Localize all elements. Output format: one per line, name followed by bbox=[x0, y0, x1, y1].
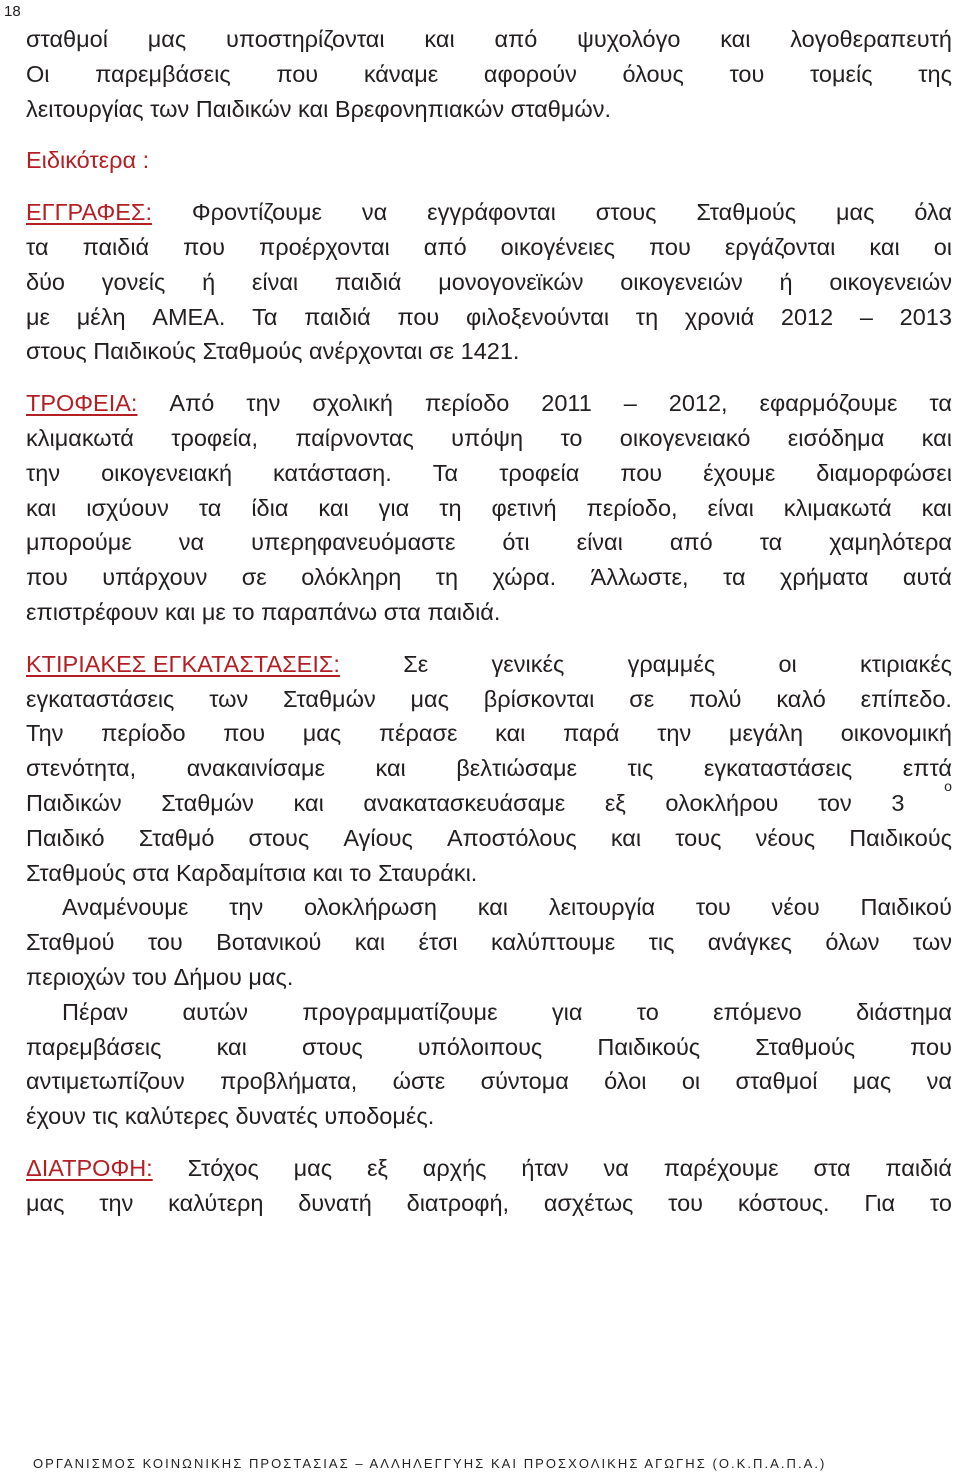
text-line bbox=[26, 1186, 952, 1221]
word: και bbox=[610, 824, 642, 851]
word: σε bbox=[241, 564, 267, 591]
word: στα bbox=[132, 859, 170, 886]
word: κλιμακωτά bbox=[26, 424, 134, 451]
word: νέους bbox=[755, 824, 816, 851]
text-line bbox=[26, 925, 952, 960]
word: σχολική bbox=[312, 390, 393, 417]
word: την bbox=[229, 894, 264, 921]
section-heading: ΤΡΟΦΕΙΑ: bbox=[26, 390, 138, 417]
text-line bbox=[26, 856, 952, 891]
section-heading: ΔΙΑΤΡΟΦΗ: bbox=[26, 1154, 153, 1181]
word: 2012, bbox=[668, 390, 728, 417]
text-line bbox=[26, 751, 952, 786]
word: Καρδαμίτσια bbox=[176, 859, 307, 886]
word: καλύπτουμε bbox=[490, 929, 616, 956]
word: φετινή bbox=[491, 494, 557, 521]
word: του bbox=[729, 60, 765, 87]
word: περίοδο, bbox=[586, 494, 678, 521]
word: Αποστόλους bbox=[446, 824, 577, 851]
word: εγγράφονται bbox=[427, 199, 556, 226]
word: εργάζονται bbox=[724, 233, 836, 260]
word: ψυχολόγο bbox=[577, 26, 681, 52]
word: διαμορφώσει bbox=[816, 459, 952, 486]
word: εφαρμόζουμε bbox=[759, 390, 898, 417]
word: σε bbox=[429, 338, 455, 365]
word: στενότητα, bbox=[26, 755, 137, 782]
word: την bbox=[99, 1189, 134, 1216]
word: και bbox=[312, 859, 343, 886]
word: τον bbox=[817, 789, 852, 816]
word: Παιδικό bbox=[26, 824, 105, 851]
word: για bbox=[378, 494, 410, 521]
word: εισόδημα bbox=[787, 424, 885, 451]
word: ή bbox=[202, 268, 216, 295]
word: ότι bbox=[502, 529, 530, 556]
word: υπάρχουν bbox=[102, 564, 208, 591]
word: επιστρέφουν bbox=[26, 598, 159, 625]
text-line bbox=[26, 890, 952, 925]
word: όλα bbox=[914, 199, 952, 226]
text-line bbox=[26, 682, 952, 717]
text-line bbox=[26, 230, 952, 265]
word: που bbox=[397, 303, 440, 330]
word: τις bbox=[648, 929, 675, 956]
word: ασχέτως bbox=[543, 1189, 634, 1216]
word: Πέραν bbox=[62, 998, 129, 1025]
word: τα bbox=[26, 233, 49, 260]
word: Στόχος bbox=[187, 1154, 259, 1181]
word: ισχύουν bbox=[86, 494, 169, 521]
word: παιδιά bbox=[334, 268, 402, 295]
word: στα bbox=[383, 598, 421, 625]
word: τη bbox=[635, 303, 659, 330]
word: και bbox=[293, 789, 324, 816]
word: Βοτανικού bbox=[216, 929, 322, 956]
text-line bbox=[26, 143, 952, 178]
word: προέρχονται bbox=[258, 233, 390, 260]
word: προβλήματα, bbox=[220, 1068, 358, 1095]
word: Παιδικών bbox=[26, 789, 122, 816]
superscript: ο bbox=[944, 777, 952, 794]
word: όλους bbox=[622, 60, 684, 87]
word: και bbox=[354, 929, 386, 956]
word: ανακαινίσαμε bbox=[186, 755, 325, 782]
word: μας bbox=[147, 26, 187, 52]
word: το bbox=[929, 1189, 952, 1216]
word: από bbox=[423, 233, 467, 260]
word: του bbox=[668, 1189, 704, 1216]
text-line bbox=[26, 960, 952, 995]
text-line bbox=[26, 1064, 952, 1099]
word: και bbox=[375, 755, 406, 782]
word: και bbox=[424, 26, 455, 52]
word: Σταθμούς bbox=[696, 199, 797, 226]
word: Σταθμών bbox=[161, 789, 254, 816]
word: του bbox=[132, 963, 167, 990]
word: με bbox=[201, 598, 226, 625]
word: στα bbox=[813, 1154, 851, 1181]
text-line bbox=[26, 57, 952, 92]
word: το bbox=[636, 998, 659, 1025]
word: τροφεία bbox=[499, 459, 580, 486]
text-line bbox=[26, 300, 952, 335]
word: που bbox=[183, 233, 225, 260]
word: ανακατασκευάσαμε bbox=[363, 789, 566, 816]
word: εγκαταστάσεις bbox=[703, 755, 853, 782]
word: μας bbox=[410, 685, 449, 712]
text-line bbox=[26, 265, 952, 300]
word: 2011 bbox=[541, 390, 592, 417]
word: όλων bbox=[825, 929, 880, 956]
word: έχουμε bbox=[703, 459, 776, 486]
word: πολύ bbox=[688, 685, 742, 712]
word: ανέρχονται bbox=[309, 338, 423, 365]
word: αυτών bbox=[182, 998, 248, 1025]
word: διατροφή, bbox=[406, 1189, 510, 1216]
word: παρά bbox=[563, 720, 620, 747]
word: μας bbox=[852, 1068, 892, 1095]
word: από bbox=[669, 529, 713, 556]
word: λογοθεραπευτή bbox=[790, 26, 952, 52]
word: της bbox=[918, 60, 952, 87]
word: καλύτερη bbox=[168, 1189, 264, 1216]
word: στους bbox=[248, 824, 310, 851]
word: οικογενειακό bbox=[619, 424, 751, 451]
page-number: 18 bbox=[4, 3, 21, 20]
word: τις bbox=[627, 755, 654, 782]
word: καλύτερες bbox=[124, 1103, 229, 1130]
word: την bbox=[246, 390, 281, 417]
text-line bbox=[26, 821, 952, 856]
section-heading: Ειδικότερα : bbox=[26, 147, 150, 174]
word: μονογονεϊκών bbox=[438, 268, 584, 295]
word: και bbox=[165, 598, 196, 625]
word: Παιδικούς bbox=[849, 824, 952, 851]
word: οικογενειακή bbox=[101, 459, 233, 486]
word: Σταθμό bbox=[138, 824, 215, 851]
text-line bbox=[26, 560, 952, 595]
word: είναι bbox=[251, 268, 299, 295]
word: περίοδο bbox=[424, 390, 510, 417]
word: σύντομα bbox=[480, 1068, 569, 1095]
word: να bbox=[603, 1154, 629, 1181]
word: τους bbox=[675, 824, 722, 851]
word: και bbox=[26, 494, 57, 521]
word: οικογένειες bbox=[500, 233, 615, 260]
word: ώστε bbox=[392, 1068, 446, 1095]
word: Βρεφονηπιακών bbox=[334, 95, 505, 122]
word: παρεμβάσεις bbox=[26, 1033, 162, 1060]
word: οικογενειών bbox=[829, 268, 952, 295]
word: τα bbox=[929, 390, 952, 417]
word: παρεμβάσεις bbox=[95, 60, 231, 87]
word: λειτουργία bbox=[548, 894, 656, 921]
word: ή bbox=[779, 268, 793, 295]
text-line bbox=[26, 647, 952, 682]
word: μας bbox=[293, 1154, 333, 1181]
word: με bbox=[26, 303, 51, 330]
word: γονείς bbox=[101, 268, 166, 295]
text-line bbox=[26, 777, 952, 821]
word: γενικές bbox=[491, 650, 565, 677]
word: διάστημα bbox=[856, 998, 952, 1025]
word: που bbox=[910, 1033, 952, 1060]
word: τη bbox=[435, 564, 459, 591]
word: προγραμματίζουμε bbox=[302, 998, 498, 1025]
word: αρχής bbox=[422, 1154, 487, 1181]
word: να bbox=[178, 529, 205, 556]
word: Σταθμών bbox=[283, 685, 376, 712]
word: Σταθμούς bbox=[26, 859, 126, 886]
body-text bbox=[26, 22, 952, 1221]
text-line bbox=[26, 334, 952, 369]
word: – bbox=[623, 390, 637, 417]
text-line bbox=[26, 92, 952, 127]
word: περιοχών bbox=[26, 963, 126, 990]
text-line bbox=[26, 22, 952, 57]
word: όλοι bbox=[604, 1068, 647, 1095]
word: και bbox=[720, 26, 751, 52]
word: του bbox=[695, 894, 731, 921]
word: έτσι bbox=[418, 929, 458, 956]
text-line bbox=[26, 386, 952, 421]
word: καλό bbox=[776, 685, 826, 712]
word: και bbox=[495, 720, 526, 747]
word: Παιδικούς bbox=[597, 1033, 701, 1060]
word: Τα bbox=[432, 459, 459, 486]
text-line bbox=[26, 716, 952, 751]
word: των bbox=[150, 95, 190, 122]
word: δυνατές bbox=[235, 1103, 318, 1130]
word: υπερηφανευόμαστε bbox=[251, 529, 456, 556]
word: που bbox=[620, 459, 663, 486]
word: δύο bbox=[26, 268, 66, 295]
word: το bbox=[232, 598, 255, 625]
word: σταθμοί bbox=[26, 26, 108, 52]
word: Αναμένουμε bbox=[62, 894, 189, 921]
word: αφορούν bbox=[483, 60, 577, 87]
word: εξ bbox=[604, 789, 626, 816]
word: εγκαταστάσεις bbox=[26, 685, 175, 712]
text-line bbox=[26, 595, 952, 630]
word: που bbox=[649, 233, 691, 260]
word: αντιμετωπίζουν bbox=[26, 1068, 185, 1095]
word: τη bbox=[439, 494, 462, 521]
word: κλιμακωτά bbox=[783, 494, 892, 521]
word: 2012 bbox=[780, 303, 834, 330]
text-line bbox=[26, 195, 952, 230]
word: νέου bbox=[771, 894, 820, 921]
word: το bbox=[560, 424, 583, 451]
text-line bbox=[26, 456, 952, 491]
word: τα bbox=[723, 564, 746, 591]
text-line bbox=[26, 1151, 952, 1186]
word: Άλλωστε, bbox=[590, 564, 689, 591]
word: Για bbox=[864, 1189, 896, 1216]
word: ήταν bbox=[521, 1154, 569, 1181]
word: χρονιά bbox=[684, 303, 755, 330]
word: ίδια bbox=[251, 494, 289, 521]
word: Την bbox=[26, 720, 64, 747]
word: σε bbox=[629, 685, 655, 712]
word: ολοκλήρου bbox=[665, 789, 779, 816]
word: υποστηρίζονται bbox=[226, 26, 385, 52]
word: στους bbox=[26, 338, 87, 365]
word: 3 bbox=[891, 789, 905, 816]
word: και bbox=[921, 424, 952, 451]
text-line bbox=[26, 525, 952, 560]
word: Αγίους bbox=[343, 824, 413, 851]
word: από bbox=[494, 26, 538, 52]
word: μας bbox=[835, 199, 875, 226]
word: παιδιά bbox=[82, 233, 150, 260]
word: Σταθμούς bbox=[202, 338, 303, 365]
word: και bbox=[869, 233, 900, 260]
word: κάναμε bbox=[363, 60, 439, 87]
word: γραμμές bbox=[627, 650, 716, 677]
word: και bbox=[921, 494, 952, 521]
word: βρίσκονται bbox=[483, 685, 595, 712]
word: επίπεδο. bbox=[860, 685, 952, 712]
word: Από bbox=[169, 390, 215, 417]
word: δυνατή bbox=[298, 1189, 372, 1216]
word: που bbox=[26, 564, 68, 591]
word: οικογενειών bbox=[620, 268, 743, 295]
word: Παιδικούς bbox=[93, 338, 197, 365]
word: οι bbox=[933, 233, 952, 260]
word: των bbox=[209, 685, 249, 712]
word: τροφεία, bbox=[171, 424, 258, 451]
word: πέρασε bbox=[378, 720, 458, 747]
word: μεγάλη bbox=[728, 720, 804, 747]
word: Δήμου bbox=[173, 963, 242, 990]
word: υπόψη bbox=[451, 424, 524, 451]
word: και bbox=[216, 1033, 247, 1060]
word: παρέχουμε bbox=[663, 1154, 779, 1181]
word: φιλοξενούνται bbox=[465, 303, 610, 330]
word: και bbox=[318, 494, 349, 521]
word: παραπάνω bbox=[261, 598, 378, 625]
word: μας. bbox=[248, 963, 294, 990]
word: υποδομές. bbox=[324, 1103, 435, 1130]
text-line bbox=[26, 995, 952, 1030]
word: χώρα. bbox=[492, 564, 557, 591]
word: στους bbox=[595, 199, 657, 226]
word: των bbox=[912, 929, 952, 956]
word: τις bbox=[92, 1103, 119, 1130]
word: Σε bbox=[403, 650, 429, 677]
word: την bbox=[657, 720, 692, 747]
word: ανάγκες bbox=[707, 929, 793, 956]
word: και bbox=[298, 95, 329, 122]
word: μπορούμε bbox=[26, 529, 132, 556]
word: χαμηλότερα bbox=[829, 529, 952, 556]
word: οι bbox=[778, 650, 797, 677]
word: Σταθμού bbox=[26, 929, 115, 956]
word: εξ bbox=[366, 1154, 388, 1181]
word: – bbox=[859, 303, 873, 330]
word: ολόκληρη bbox=[301, 564, 402, 591]
section-heading: ΚΤΙΡΙΑΚΕΣ ΕΓΚΑΤΑΣΤΑΣΕΙΣ: bbox=[26, 650, 340, 677]
word: οι bbox=[681, 1068, 701, 1095]
word: Σταυράκι. bbox=[378, 859, 478, 886]
page-footer: ΟΡΓΑΝΙΣΜΟΣ ΚΟΙΝΩΝΙΚΗΣ ΠΡΟΣΤΑΣΙΑΣ – ΑΛΛΗΛΕΓΓΥΗΣ ΚΑΙ ΠΡΟΣΧΟΛΙΚΗΣ ΑΓΩΓΗΣ (Ο.Κ.Π.Α.Π.Α.) bbox=[33, 1456, 827, 1471]
text-line bbox=[26, 1099, 952, 1134]
word: τομείς bbox=[809, 60, 873, 87]
word: 2013 bbox=[899, 303, 952, 330]
word: τα bbox=[759, 529, 783, 556]
word: Σταθμούς bbox=[755, 1033, 856, 1060]
word: σταθμοί bbox=[735, 1068, 818, 1095]
word: μας bbox=[302, 720, 342, 747]
word: ολοκλήρωση bbox=[304, 894, 437, 921]
word: ΑΜΕΑ. bbox=[152, 303, 226, 330]
word: Παιδικού bbox=[860, 894, 952, 921]
word: να bbox=[361, 199, 388, 226]
word: κτιριακές bbox=[860, 650, 952, 677]
word: Οι bbox=[26, 60, 50, 87]
text-line bbox=[26, 421, 952, 456]
word: την bbox=[26, 459, 61, 486]
word: μας bbox=[26, 1189, 65, 1216]
word: περίοδο bbox=[101, 720, 186, 747]
word: έχουν bbox=[26, 1103, 86, 1130]
word: είναι bbox=[707, 494, 754, 521]
word: παιδιά bbox=[885, 1154, 952, 1181]
word: το bbox=[349, 859, 372, 886]
word: παιδιά. bbox=[427, 598, 501, 625]
word: είναι bbox=[576, 529, 623, 556]
word: κόστους. bbox=[737, 1189, 830, 1216]
word: του bbox=[147, 929, 183, 956]
text-line bbox=[26, 491, 952, 526]
word: υπόλοιπους bbox=[417, 1033, 543, 1060]
word: λειτουργίας bbox=[26, 95, 144, 122]
word: οικονομική bbox=[840, 720, 952, 747]
word: αυτά bbox=[902, 564, 952, 591]
word: παίρνοντας bbox=[295, 424, 414, 451]
section-heading: ΕΓΓΡΑΦΕΣ: bbox=[26, 199, 152, 226]
word: μέλη bbox=[76, 303, 126, 330]
word: τα bbox=[198, 494, 222, 521]
word: χρήματα bbox=[780, 564, 869, 591]
word: για bbox=[551, 998, 583, 1025]
word: επόμενο bbox=[713, 998, 802, 1025]
word: παιδιά bbox=[304, 303, 371, 330]
word: και bbox=[477, 894, 509, 921]
text-line bbox=[26, 1030, 952, 1065]
word: Τα bbox=[252, 303, 278, 330]
word: βελτιώσαμε bbox=[456, 755, 577, 782]
word: που bbox=[276, 60, 319, 87]
word: στους bbox=[301, 1033, 363, 1060]
word: που bbox=[223, 720, 266, 747]
word: κατάσταση. bbox=[273, 459, 392, 486]
word: να bbox=[926, 1068, 952, 1095]
word: σταθμών. bbox=[510, 95, 611, 122]
word: Φροντίζουμε bbox=[191, 199, 323, 226]
word: Παιδικών bbox=[195, 95, 292, 122]
word: επτά bbox=[902, 755, 952, 782]
word: 1421. bbox=[460, 338, 520, 365]
